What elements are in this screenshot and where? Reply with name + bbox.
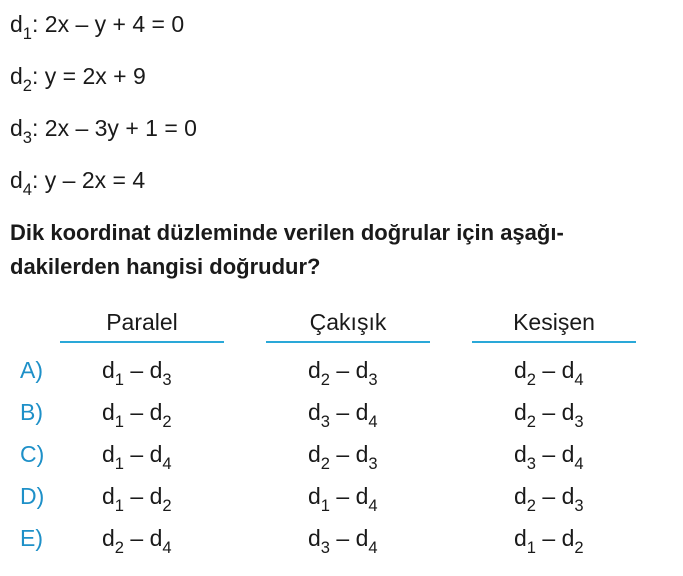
option-e-paralel: $d_2 - d_4$: [102, 525, 172, 557]
option-letter-b[interactable]: B): [20, 399, 43, 425]
option-letter-d[interactable]: D): [20, 483, 45, 509]
question-text: [10, 216, 680, 284]
option-b-cakisik: $d_3 - d_4$: [308, 399, 378, 431]
option-letter-c[interactable]: C): [20, 441, 45, 467]
option-c-kesisen: $d_3 - d_4$: [514, 441, 584, 473]
option-a-kesisen: $d_2 - d_4$: [514, 357, 584, 389]
option-d-cakisik: $d_1 - d_4$: [308, 483, 378, 515]
option-d-kesisen: $d_2 - d_3$: [514, 483, 584, 515]
option-letter-a[interactable]: A): [20, 357, 43, 383]
option-d-paralel: $d_1 - d_2$: [102, 483, 172, 515]
equation-d2: $d_2$: y = 2x + 9: [10, 63, 146, 95]
header-rule-paralel: [60, 341, 224, 343]
option-e-cakisik: $d_3 - d_4$: [308, 525, 378, 557]
option-b-paralel: $d_1 - d_2$: [102, 399, 172, 431]
option-e-kesisen: $d_1 - d_2$: [514, 525, 584, 557]
header-kesisen: Kesişen: [513, 309, 595, 335]
option-a-paralel: $d_1 - d_3$: [102, 357, 172, 389]
header-rule-kesisen: [472, 341, 636, 343]
option-c-paralel: $d_1 - d_4$: [102, 441, 172, 473]
option-c-cakisik: $d_2 - d_3$: [308, 441, 378, 473]
question-line-1: Dik koordinat düzleminde verilen doğrular için aşağı-: [10, 220, 564, 245]
option-a-cakisik: $d_2 - d_3$: [308, 357, 378, 389]
equation-d4: $d_4$: y – 2x = 4: [10, 167, 146, 199]
option-b-kesisen: $d_2 - d_3$: [514, 399, 584, 431]
equation-d1: $d_1$: 2x – y + 4 = 0: [10, 11, 185, 43]
header-paralel: Paralel: [106, 309, 178, 335]
header-rule-cakisik: [266, 341, 430, 343]
question-line-2: dakilerden hangisi doğrudur?: [10, 254, 321, 279]
equation-d3: $d_3$: 2x – 3y + 1 = 0: [10, 115, 197, 147]
header-cakisik: Çakışık: [309, 309, 387, 335]
option-letter-e[interactable]: E): [20, 525, 43, 551]
